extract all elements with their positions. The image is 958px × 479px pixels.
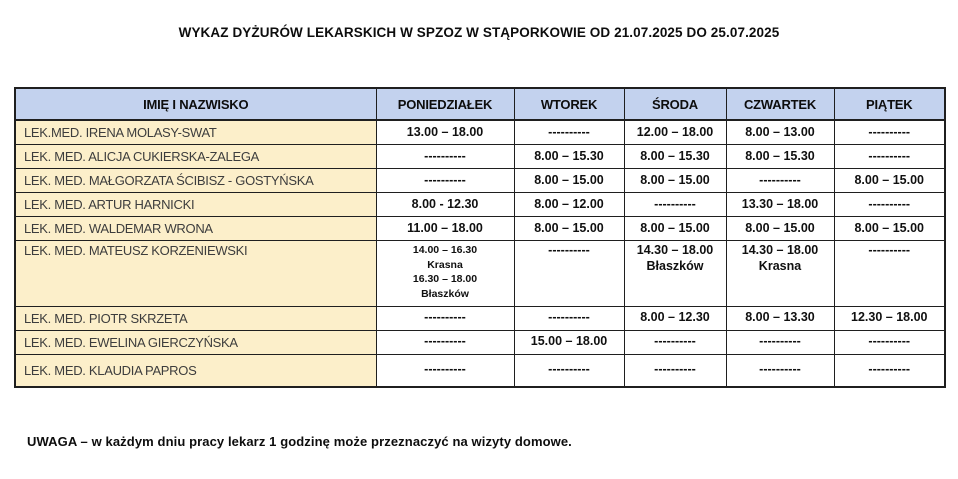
schedule-cell: ---------- <box>514 241 624 307</box>
schedule-cell: 15.00 – 18.00 <box>514 330 624 354</box>
schedule-cell: 8.00 – 15.00 <box>834 169 945 193</box>
schedule-cell: 8.00 – 13.30 <box>726 306 834 330</box>
schedule-cell: 8.00 - 12.30 <box>376 193 514 217</box>
schedule-cell: 8.00 – 15.00 <box>624 217 726 241</box>
column-header: IMIĘ I NAZWISKO <box>15 88 376 120</box>
schedule-cell: 13.30 – 18.00 <box>726 193 834 217</box>
schedule-cell: 8.00 – 15.30 <box>726 145 834 169</box>
table-row <box>15 169 945 193</box>
schedule-cell: ---------- <box>624 354 726 387</box>
doctor-name-cell: LEK. MED. ARTUR HARNICKI <box>15 193 376 217</box>
schedule-cell: ---------- <box>834 145 945 169</box>
column-header: PONIEDZIAŁEK <box>376 88 514 120</box>
schedule-cell: 8.00 – 15.00 <box>624 169 726 193</box>
schedule-cell: 12.30 – 18.00 <box>834 306 945 330</box>
schedule-cell: ---------- <box>726 330 834 354</box>
schedule-body <box>15 120 945 387</box>
table-row <box>15 241 945 307</box>
table-row <box>15 306 945 330</box>
schedule-cell: 8.00 – 15.00 <box>834 217 945 241</box>
schedule-cell: 14.00 – 16.30 Krasna 16.30 – 18.00 Błaszków <box>376 241 514 307</box>
schedule-cell: 12.00 – 18.00 <box>624 120 726 145</box>
duty-schedule-table <box>14 87 946 388</box>
column-header: WTOREK <box>514 88 624 120</box>
table-row <box>15 330 945 354</box>
doctor-name-cell: LEK. MED. KLAUDIA PAPROS <box>15 354 376 387</box>
schedule-cell: ---------- <box>834 354 945 387</box>
schedule-cell: 8.00 – 15.00 <box>514 169 624 193</box>
schedule-cell: 13.00 – 18.00 <box>376 120 514 145</box>
column-header: PIĄTEK <box>834 88 945 120</box>
schedule-cell: 14.30 – 18.00 Błaszków <box>624 241 726 307</box>
schedule-cell: ---------- <box>624 330 726 354</box>
note: UWAGA – w każdym dniu pracy lekarz 1 godzinę może przeznaczyć na wizyty domowe. <box>27 434 572 449</box>
doctor-name-cell: LEK. MED. ALICJA CUKIERSKA-ZALEGA <box>15 145 376 169</box>
schedule-cell: ---------- <box>726 354 834 387</box>
schedule-cell: ---------- <box>834 330 945 354</box>
doctor-name-cell: LEK. MED. PIOTR SKRZETA <box>15 306 376 330</box>
column-header: ŚRODA <box>624 88 726 120</box>
schedule-cell: ---------- <box>834 120 945 145</box>
schedule-cell: 8.00 – 15.30 <box>514 145 624 169</box>
doctor-name-cell: LEK. MED. WALDEMAR WRONA <box>15 217 376 241</box>
schedule-cell: 8.00 – 15.30 <box>624 145 726 169</box>
table-row <box>15 193 945 217</box>
schedule-cell: ---------- <box>514 354 624 387</box>
schedule-cell: ---------- <box>834 193 945 217</box>
schedule-cell: ---------- <box>514 306 624 330</box>
schedule-cell: ---------- <box>834 241 945 307</box>
schedule-cell: ---------- <box>376 330 514 354</box>
schedule-cell: 8.00 – 15.00 <box>514 217 624 241</box>
table-row <box>15 354 945 387</box>
table-row <box>15 145 945 169</box>
doctor-name-cell: LEK. MED. EWELINA GIERCZYŃSKA <box>15 330 376 354</box>
schedule-cell: 11.00 – 18.00 <box>376 217 514 241</box>
table-row <box>15 120 945 145</box>
schedule-cell: ---------- <box>376 169 514 193</box>
schedule-cell: ---------- <box>726 169 834 193</box>
schedule-cell: 8.00 – 12.30 <box>624 306 726 330</box>
table-row <box>15 217 945 241</box>
doctor-name-cell: LEK. MED. MAŁGORZATA ŚCIBISZ - GOSTYŃSKA <box>15 169 376 193</box>
doctor-name-cell: LEK. MED. MATEUSZ KORZENIEWSKI <box>15 241 376 307</box>
column-header: CZWARTEK <box>726 88 834 120</box>
header-row <box>15 88 945 120</box>
doctor-name-cell: LEK.MED. IRENA MOLASY-SWAT <box>15 120 376 145</box>
schedule-cell: ---------- <box>376 145 514 169</box>
schedule-cell: ---------- <box>376 306 514 330</box>
schedule-cell: ---------- <box>624 193 726 217</box>
schedule-cell: ---------- <box>514 120 624 145</box>
page-title: WYKAZ DYŻURÓW LEKARSKICH W SPZOZ W STĄPORKOWIE OD 21.07.2025 DO 25.07.2025 <box>178 25 780 40</box>
schedule-cell: 8.00 – 15.00 <box>726 217 834 241</box>
schedule-cell: 14.30 – 18.00 Krasna <box>726 241 834 307</box>
schedule-cell: ---------- <box>376 354 514 387</box>
schedule-cell: 8.00 – 13.00 <box>726 120 834 145</box>
schedule-cell: 8.00 – 12.00 <box>514 193 624 217</box>
